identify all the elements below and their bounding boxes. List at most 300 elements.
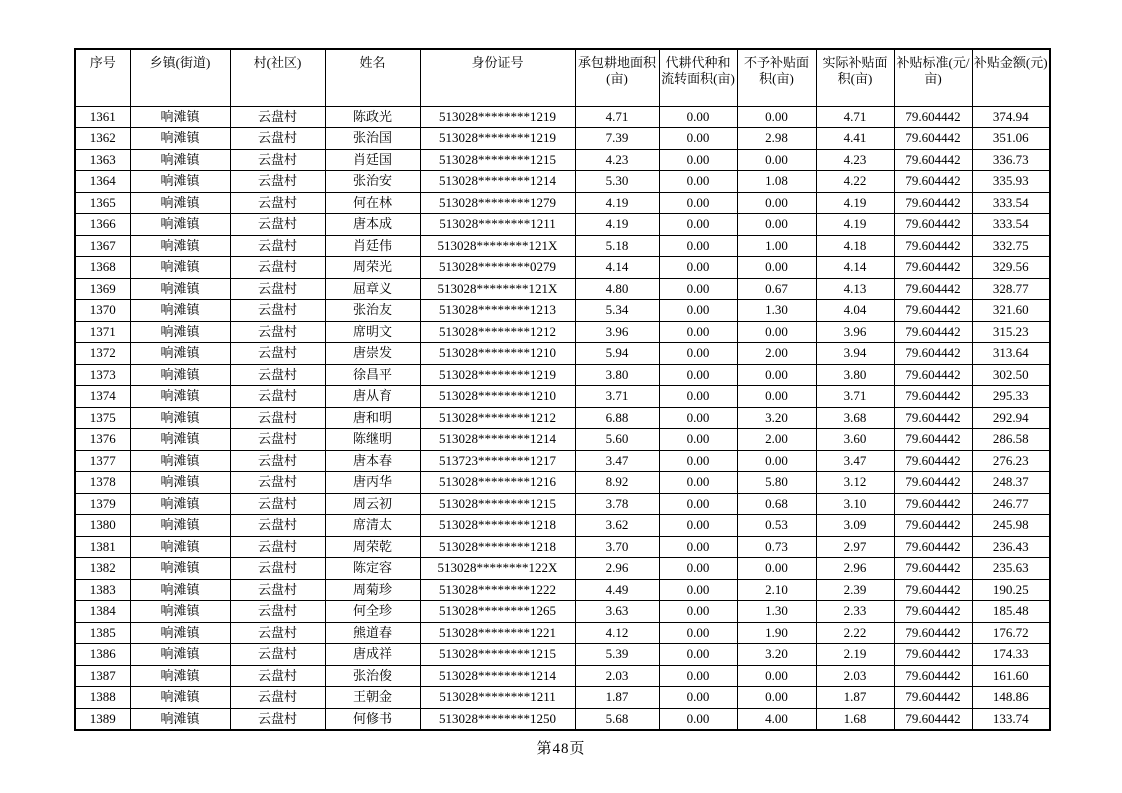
cell-name: 唐本春 (325, 450, 420, 472)
cell-serial: 1386 (75, 644, 130, 666)
cell-name: 唐从育 (325, 386, 420, 408)
cell-serial: 1383 (75, 579, 130, 601)
table-row (75, 106, 1050, 128)
cell-actual-area: 3.94 (816, 343, 894, 365)
cell-standard: 79.604442 (894, 687, 972, 709)
cell-id-number: 513028********1219 (420, 128, 575, 150)
table-row (75, 300, 1050, 322)
table-body (75, 106, 1050, 730)
cell-id-number: 513028********1222 (420, 579, 575, 601)
cell-amount: 302.50 (972, 364, 1050, 386)
cell-amount: 248.37 (972, 472, 1050, 494)
table-row (75, 579, 1050, 601)
cell-village: 云盘村 (230, 558, 325, 580)
cell-transfer-area: 0.00 (659, 708, 737, 730)
cell-id-number: 513028********1218 (420, 515, 575, 537)
table-row (75, 515, 1050, 537)
cell-actual-area: 2.96 (816, 558, 894, 580)
cell-township: 响滩镇 (130, 149, 230, 171)
table-row (75, 214, 1050, 236)
cell-contracted-area: 5.94 (575, 343, 659, 365)
cell-standard: 79.604442 (894, 472, 972, 494)
cell-excluded-area: 1.00 (737, 235, 816, 257)
cell-transfer-area: 0.00 (659, 687, 737, 709)
cell-name: 何全珍 (325, 601, 420, 623)
cell-name: 席清太 (325, 515, 420, 537)
cell-id-number: 513028********1214 (420, 429, 575, 451)
table-row (75, 536, 1050, 558)
cell-name: 周荣乾 (325, 536, 420, 558)
cell-standard: 79.604442 (894, 515, 972, 537)
cell-serial: 1377 (75, 450, 130, 472)
cell-id-number: 513028********1211 (420, 687, 575, 709)
cell-excluded-area: 0.00 (737, 364, 816, 386)
cell-amount: 245.98 (972, 515, 1050, 537)
cell-village: 云盘村 (230, 493, 325, 515)
cell-amount: 174.33 (972, 644, 1050, 666)
cell-name: 何在林 (325, 192, 420, 214)
cell-id-number: 513028********1265 (420, 601, 575, 623)
cell-transfer-area: 0.00 (659, 278, 737, 300)
table-row (75, 278, 1050, 300)
cell-actual-area: 4.04 (816, 300, 894, 322)
cell-township: 响滩镇 (130, 106, 230, 128)
cell-standard: 79.604442 (894, 450, 972, 472)
cell-transfer-area: 0.00 (659, 214, 737, 236)
cell-excluded-area: 0.00 (737, 687, 816, 709)
cell-name: 肖廷伟 (325, 235, 420, 257)
cell-contracted-area: 4.19 (575, 192, 659, 214)
cell-name: 唐成祥 (325, 644, 420, 666)
cell-id-number: 513028********1214 (420, 665, 575, 687)
table-row (75, 386, 1050, 408)
table-row (75, 429, 1050, 451)
cell-transfer-area: 0.00 (659, 407, 737, 429)
cell-id-number: 513028********121X (420, 235, 575, 257)
cell-serial: 1370 (75, 300, 130, 322)
col-header-village: 村(社区) (230, 49, 325, 106)
cell-contracted-area: 3.70 (575, 536, 659, 558)
cell-standard: 79.604442 (894, 278, 972, 300)
cell-id-number: 513028********121X (420, 278, 575, 300)
subsidy-table (74, 48, 1051, 731)
cell-transfer-area: 0.00 (659, 601, 737, 623)
cell-village: 云盘村 (230, 708, 325, 730)
cell-amount: 374.94 (972, 106, 1050, 128)
cell-transfer-area: 0.00 (659, 472, 737, 494)
cell-transfer-area: 0.00 (659, 558, 737, 580)
cell-township: 响滩镇 (130, 429, 230, 451)
cell-transfer-area: 0.00 (659, 106, 737, 128)
cell-contracted-area: 4.49 (575, 579, 659, 601)
cell-id-number: 513028********1214 (420, 171, 575, 193)
cell-id-number: 513028********1215 (420, 644, 575, 666)
cell-excluded-area: 1.90 (737, 622, 816, 644)
cell-serial: 1365 (75, 192, 130, 214)
cell-actual-area: 3.10 (816, 493, 894, 515)
cell-serial: 1364 (75, 171, 130, 193)
cell-village: 云盘村 (230, 214, 325, 236)
cell-township: 响滩镇 (130, 192, 230, 214)
cell-amount: 148.86 (972, 687, 1050, 709)
cell-excluded-area: 0.00 (737, 214, 816, 236)
table-row (75, 472, 1050, 494)
col-header-contracted-area: 承包耕地面积(亩) (575, 49, 659, 106)
cell-contracted-area: 5.39 (575, 644, 659, 666)
cell-serial: 1373 (75, 364, 130, 386)
cell-actual-area: 3.47 (816, 450, 894, 472)
cell-amount: 333.54 (972, 192, 1050, 214)
table-row (75, 558, 1050, 580)
cell-serial: 1367 (75, 235, 130, 257)
cell-contracted-area: 3.71 (575, 386, 659, 408)
cell-actual-area: 3.96 (816, 321, 894, 343)
cell-township: 响滩镇 (130, 601, 230, 623)
cell-standard: 79.604442 (894, 386, 972, 408)
cell-actual-area: 2.22 (816, 622, 894, 644)
cell-amount: 321.60 (972, 300, 1050, 322)
cell-actual-area: 3.71 (816, 386, 894, 408)
cell-township: 响滩镇 (130, 579, 230, 601)
cell-amount: 336.73 (972, 149, 1050, 171)
cell-actual-area: 1.68 (816, 708, 894, 730)
cell-actual-area: 3.12 (816, 472, 894, 494)
cell-excluded-area: 2.10 (737, 579, 816, 601)
cell-actual-area: 4.22 (816, 171, 894, 193)
cell-serial: 1375 (75, 407, 130, 429)
cell-id-number: 513028********1213 (420, 300, 575, 322)
table-row (75, 601, 1050, 623)
cell-village: 云盘村 (230, 192, 325, 214)
cell-excluded-area: 0.00 (737, 149, 816, 171)
table-row (75, 644, 1050, 666)
cell-actual-area: 2.03 (816, 665, 894, 687)
cell-township: 响滩镇 (130, 450, 230, 472)
cell-serial: 1363 (75, 149, 130, 171)
cell-excluded-area: 2.00 (737, 429, 816, 451)
cell-village: 云盘村 (230, 429, 325, 451)
cell-standard: 79.604442 (894, 429, 972, 451)
cell-serial: 1389 (75, 708, 130, 730)
col-header-excluded-area: 不予补贴面积(亩) (737, 49, 816, 106)
col-header-township: 乡镇(街道) (130, 49, 230, 106)
cell-standard: 79.604442 (894, 235, 972, 257)
cell-actual-area: 4.13 (816, 278, 894, 300)
cell-name: 王朝金 (325, 687, 420, 709)
cell-contracted-area: 5.18 (575, 235, 659, 257)
table-row (75, 665, 1050, 687)
cell-name: 席明文 (325, 321, 420, 343)
cell-contracted-area: 4.12 (575, 622, 659, 644)
cell-township: 响滩镇 (130, 364, 230, 386)
cell-excluded-area: 4.00 (737, 708, 816, 730)
cell-amount: 286.58 (972, 429, 1050, 451)
cell-excluded-area: 0.68 (737, 493, 816, 515)
cell-village: 云盘村 (230, 622, 325, 644)
cell-township: 响滩镇 (130, 687, 230, 709)
cell-name: 陈政光 (325, 106, 420, 128)
cell-serial: 1366 (75, 214, 130, 236)
cell-transfer-area: 0.00 (659, 665, 737, 687)
cell-excluded-area: 0.00 (737, 257, 816, 279)
cell-contracted-area: 5.60 (575, 429, 659, 451)
cell-contracted-area: 4.23 (575, 149, 659, 171)
cell-township: 响滩镇 (130, 214, 230, 236)
cell-township: 响滩镇 (130, 644, 230, 666)
cell-village: 云盘村 (230, 386, 325, 408)
cell-excluded-area: 0.00 (737, 665, 816, 687)
cell-amount: 328.77 (972, 278, 1050, 300)
cell-township: 响滩镇 (130, 665, 230, 687)
cell-township: 响滩镇 (130, 472, 230, 494)
cell-excluded-area: 3.20 (737, 644, 816, 666)
cell-standard: 79.604442 (894, 128, 972, 150)
cell-serial: 1372 (75, 343, 130, 365)
cell-amount: 332.75 (972, 235, 1050, 257)
cell-actual-area: 3.60 (816, 429, 894, 451)
cell-village: 云盘村 (230, 450, 325, 472)
cell-name: 唐本成 (325, 214, 420, 236)
cell-contracted-area: 5.30 (575, 171, 659, 193)
cell-village: 云盘村 (230, 536, 325, 558)
table-row (75, 192, 1050, 214)
cell-contracted-area: 5.68 (575, 708, 659, 730)
cell-transfer-area: 0.00 (659, 300, 737, 322)
cell-actual-area: 4.14 (816, 257, 894, 279)
cell-contracted-area: 3.96 (575, 321, 659, 343)
cell-name: 徐昌平 (325, 364, 420, 386)
cell-serial: 1369 (75, 278, 130, 300)
cell-township: 响滩镇 (130, 536, 230, 558)
cell-standard: 79.604442 (894, 708, 972, 730)
col-header-standard: 补贴标准(元/亩) (894, 49, 972, 106)
cell-transfer-area: 0.00 (659, 579, 737, 601)
cell-township: 响滩镇 (130, 493, 230, 515)
cell-name: 熊道春 (325, 622, 420, 644)
cell-village: 云盘村 (230, 235, 325, 257)
cell-standard: 79.604442 (894, 579, 972, 601)
table-row (75, 343, 1050, 365)
cell-excluded-area: 0.00 (737, 321, 816, 343)
cell-actual-area: 3.09 (816, 515, 894, 537)
cell-township: 响滩镇 (130, 386, 230, 408)
cell-name: 唐崇发 (325, 343, 420, 365)
cell-contracted-area: 8.92 (575, 472, 659, 494)
cell-standard: 79.604442 (894, 493, 972, 515)
cell-village: 云盘村 (230, 515, 325, 537)
cell-id-number: 513028********1250 (420, 708, 575, 730)
cell-amount: 292.94 (972, 407, 1050, 429)
col-header-name: 姓名 (325, 49, 420, 106)
cell-village: 云盘村 (230, 300, 325, 322)
cell-contracted-area: 3.80 (575, 364, 659, 386)
cell-standard: 79.604442 (894, 300, 972, 322)
cell-name: 陈继明 (325, 429, 420, 451)
cell-id-number: 513028********1211 (420, 214, 575, 236)
cell-actual-area: 2.19 (816, 644, 894, 666)
table-row (75, 364, 1050, 386)
cell-serial: 1362 (75, 128, 130, 150)
cell-serial: 1379 (75, 493, 130, 515)
cell-serial: 1381 (75, 536, 130, 558)
cell-village: 云盘村 (230, 472, 325, 494)
cell-serial: 1388 (75, 687, 130, 709)
cell-contracted-area: 3.62 (575, 515, 659, 537)
cell-standard: 79.604442 (894, 601, 972, 623)
cell-standard: 79.604442 (894, 665, 972, 687)
cell-standard: 79.604442 (894, 536, 972, 558)
cell-actual-area: 1.87 (816, 687, 894, 709)
cell-actual-area: 2.39 (816, 579, 894, 601)
col-header-amount: 补贴金额(元) (972, 49, 1050, 106)
cell-excluded-area: 5.80 (737, 472, 816, 494)
cell-excluded-area: 0.00 (737, 192, 816, 214)
cell-township: 响滩镇 (130, 515, 230, 537)
cell-standard: 79.604442 (894, 171, 972, 193)
cell-name: 张治国 (325, 128, 420, 150)
col-header-actual-area: 实际补贴面积(亩) (816, 49, 894, 106)
table-row (75, 407, 1050, 429)
cell-serial: 1374 (75, 386, 130, 408)
cell-id-number: 513028********1210 (420, 386, 575, 408)
table-row (75, 450, 1050, 472)
cell-name: 屈章义 (325, 278, 420, 300)
cell-contracted-area: 4.71 (575, 106, 659, 128)
cell-excluded-area: 0.00 (737, 558, 816, 580)
table-row (75, 622, 1050, 644)
cell-transfer-area: 0.00 (659, 364, 737, 386)
cell-actual-area: 3.80 (816, 364, 894, 386)
cell-serial: 1368 (75, 257, 130, 279)
cell-amount: 133.74 (972, 708, 1050, 730)
cell-excluded-area: 0.73 (737, 536, 816, 558)
table-row (75, 321, 1050, 343)
cell-transfer-area: 0.00 (659, 343, 737, 365)
cell-excluded-area: 0.00 (737, 450, 816, 472)
cell-amount: 333.54 (972, 214, 1050, 236)
table-header-row (75, 49, 1050, 106)
cell-amount: 335.93 (972, 171, 1050, 193)
cell-serial: 1380 (75, 515, 130, 537)
cell-contracted-area: 4.19 (575, 214, 659, 236)
cell-name: 唐和明 (325, 407, 420, 429)
cell-serial: 1361 (75, 106, 130, 128)
cell-name: 张治友 (325, 300, 420, 322)
cell-serial: 1378 (75, 472, 130, 494)
cell-name: 张治安 (325, 171, 420, 193)
cell-village: 云盘村 (230, 171, 325, 193)
cell-contracted-area: 6.88 (575, 407, 659, 429)
cell-id-number: 513028********1212 (420, 321, 575, 343)
table-row (75, 708, 1050, 730)
cell-village: 云盘村 (230, 601, 325, 623)
table-row (75, 149, 1050, 171)
page-number: 第48页 (536, 741, 586, 757)
cell-amount: 176.72 (972, 622, 1050, 644)
cell-amount: 315.23 (972, 321, 1050, 343)
table-row (75, 257, 1050, 279)
col-header-serial: 序号 (75, 49, 130, 106)
cell-transfer-area: 0.00 (659, 192, 737, 214)
cell-transfer-area: 0.00 (659, 622, 737, 644)
cell-serial: 1376 (75, 429, 130, 451)
table-row (75, 687, 1050, 709)
cell-transfer-area: 0.00 (659, 644, 737, 666)
col-header-transfer-area: 代耕代种和流转面积(亩) (659, 49, 737, 106)
cell-village: 云盘村 (230, 343, 325, 365)
cell-village: 云盘村 (230, 644, 325, 666)
table-row (75, 171, 1050, 193)
cell-township: 响滩镇 (130, 128, 230, 150)
cell-name: 周菊珍 (325, 579, 420, 601)
cell-id-number: 513028********1221 (420, 622, 575, 644)
cell-standard: 79.604442 (894, 407, 972, 429)
cell-standard: 79.604442 (894, 558, 972, 580)
cell-id-number: 513028********122X (420, 558, 575, 580)
cell-name: 周云初 (325, 493, 420, 515)
cell-township: 响滩镇 (130, 171, 230, 193)
cell-excluded-area: 0.67 (737, 278, 816, 300)
cell-excluded-area: 1.08 (737, 171, 816, 193)
cell-amount: 236.43 (972, 536, 1050, 558)
cell-township: 响滩镇 (130, 257, 230, 279)
cell-actual-area: 3.68 (816, 407, 894, 429)
cell-standard: 79.604442 (894, 364, 972, 386)
cell-actual-area: 2.97 (816, 536, 894, 558)
cell-standard: 79.604442 (894, 106, 972, 128)
cell-transfer-area: 0.00 (659, 515, 737, 537)
cell-transfer-area: 0.00 (659, 171, 737, 193)
cell-serial: 1382 (75, 558, 130, 580)
cell-standard: 79.604442 (894, 644, 972, 666)
cell-transfer-area: 0.00 (659, 235, 737, 257)
cell-transfer-area: 0.00 (659, 321, 737, 343)
cell-amount: 313.64 (972, 343, 1050, 365)
cell-contracted-area: 4.14 (575, 257, 659, 279)
cell-township: 响滩镇 (130, 278, 230, 300)
cell-amount: 235.63 (972, 558, 1050, 580)
cell-contracted-area: 3.47 (575, 450, 659, 472)
cell-actual-area: 4.41 (816, 128, 894, 150)
cell-id-number: 513028********1210 (420, 343, 575, 365)
cell-id-number: 513028********1218 (420, 536, 575, 558)
table-row (75, 235, 1050, 257)
cell-excluded-area: 1.30 (737, 601, 816, 623)
table-row (75, 493, 1050, 515)
col-header-id-number: 身份证号 (420, 49, 575, 106)
cell-village: 云盘村 (230, 665, 325, 687)
cell-standard: 79.604442 (894, 622, 972, 644)
cell-excluded-area: 2.98 (737, 128, 816, 150)
cell-id-number: 513028********1219 (420, 364, 575, 386)
cell-contracted-area: 5.34 (575, 300, 659, 322)
cell-id-number: 513028********1215 (420, 149, 575, 171)
cell-actual-area: 4.71 (816, 106, 894, 128)
cell-actual-area: 4.19 (816, 192, 894, 214)
cell-excluded-area: 1.30 (737, 300, 816, 322)
cell-excluded-area: 0.00 (737, 386, 816, 408)
cell-transfer-area: 0.00 (659, 450, 737, 472)
cell-serial: 1384 (75, 601, 130, 623)
cell-excluded-area: 0.00 (737, 106, 816, 128)
cell-village: 云盘村 (230, 364, 325, 386)
cell-transfer-area: 0.00 (659, 493, 737, 515)
cell-standard: 79.604442 (894, 214, 972, 236)
cell-amount: 190.25 (972, 579, 1050, 601)
cell-actual-area: 4.23 (816, 149, 894, 171)
cell-village: 云盘村 (230, 257, 325, 279)
cell-name: 张治俊 (325, 665, 420, 687)
